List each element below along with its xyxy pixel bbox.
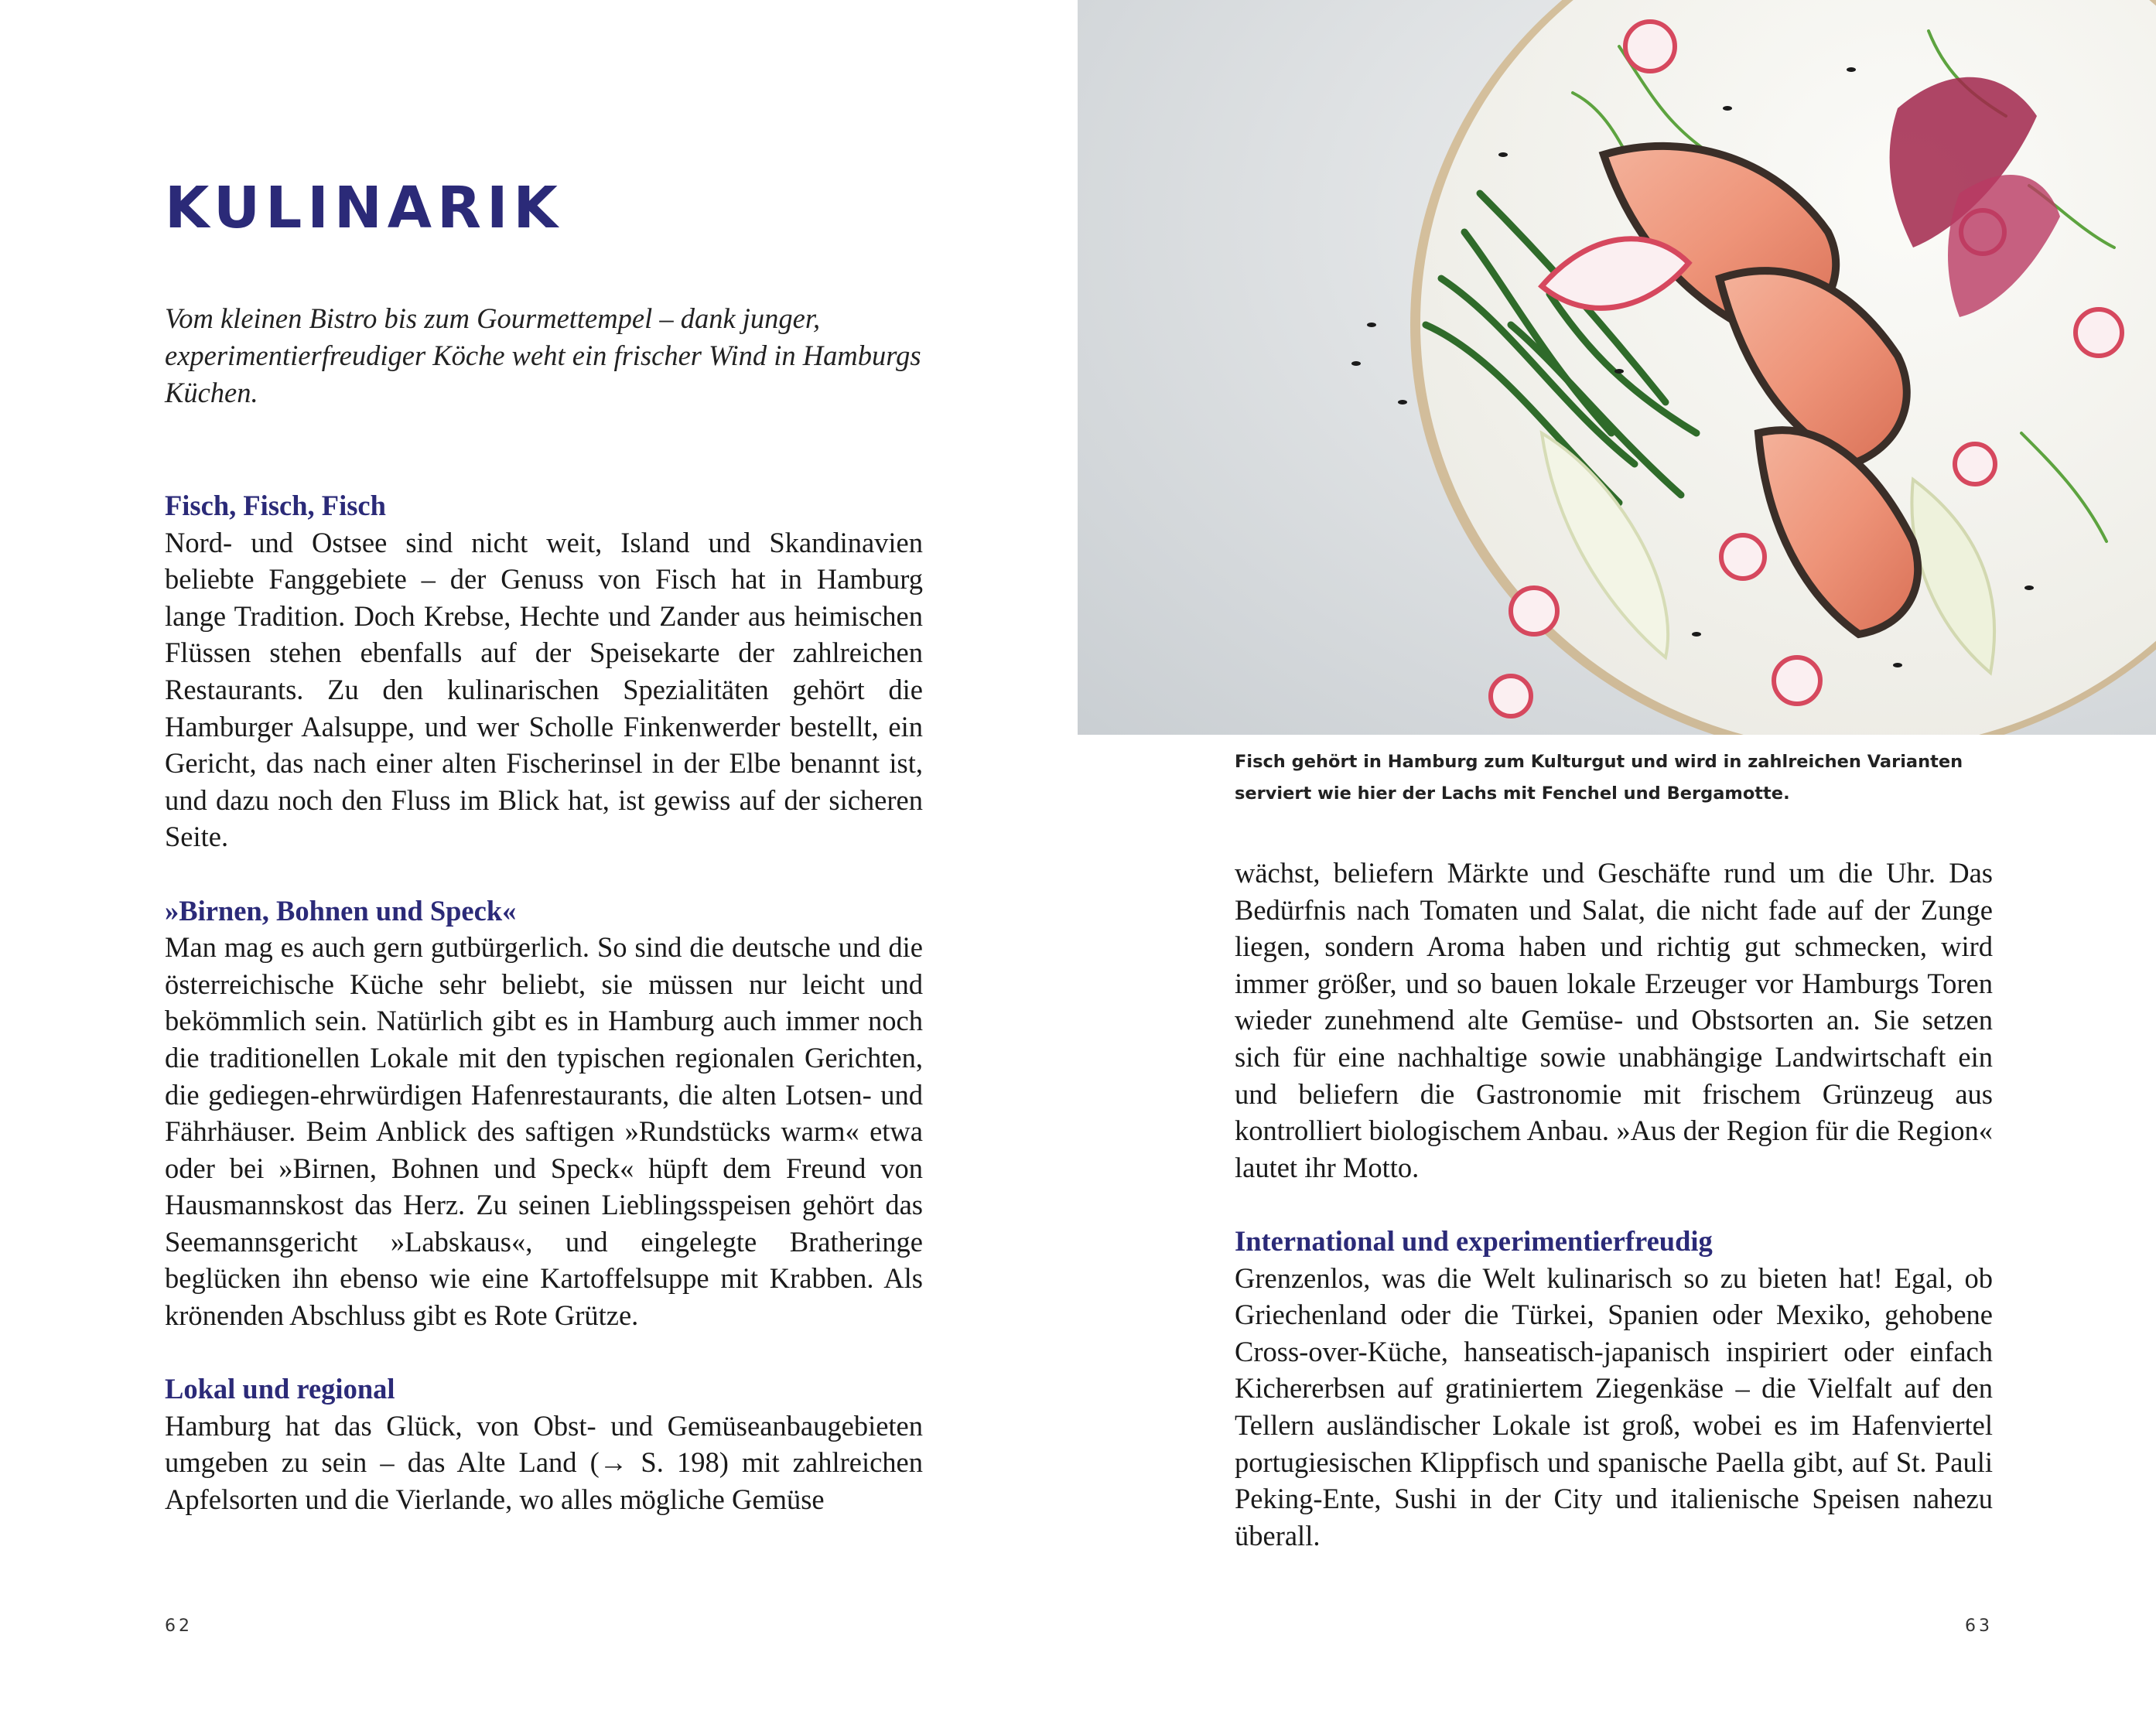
section-heading-fisch: Fisch, Fisch, Fisch <box>165 490 386 521</box>
left-text-column <box>165 487 923 1518</box>
lead-paragraph: Vom kleinen Bistro bis zum Gourmettempel – dank junger, experimentierfreudiger Köche weht ein frischer Wind in Hamburgs Küchen. <box>165 302 921 408</box>
photo-caption: Fisch gehört in Hamburg zum Kulturgut und wird in zahlreichen Varianten serviert wie hier der Lachs mit Fenchel und Bergamotte. <box>1235 752 1963 804</box>
page-title: KULINARIK <box>165 175 563 241</box>
section-body-birnen: Man mag es auch gern gutbürgerlich. So sind die deutsche und die österreichische Küche sehr beliebt, sie müssen nur leicht und bekömmlich sein. Natürlich gibt es in Hamburg auch immer noch die traditionellen Lokale mit den typischen regionalen Gerichten, die gediegen-ehrwürdigen Hafenrestaurants, die alten Lotsen- und Fährhäuser. Beim Anblick des saftigen »Rundstücks warm« etwa oder bei »Birnen, Bohnen und Speck« hüpft dem Freund von Hausmannskost das Herz. Zu seinen Lieblingsspeisen gehört das Seemannsgericht »Labskaus«, und eingelegte Bratheringe beglücken ihn ebenso wie eine Kartoffelsuppe mit Krabben. Als krönenden Abschluss gibt es Rote Grütze. <box>165 931 923 1332</box>
page-number-right: 63 <box>1965 1616 1993 1636</box>
section-body-international: Grenzenlos, was die Welt kulinarisch so zu bieten hat! Egal, ob Griechenland oder die Türkei, Spanien oder Mexiko, gehobene Cross-over-Küche, hanseatisch-japanisch inspiriert oder einfach Kichererbsen auf gratiniertem Ziegenkäse – die Vielfalt auf den Tellern ausländischer Lokale ist groß, wobei es im Hafenviertel portugiesischen Klippfisch und spanische Paella gibt, auf St. Pauli Peking-Ente, Sushi in der City und italienische Speisen nahezu überall. <box>1235 1261 1993 1551</box>
continuation-paragraph: wächst, beliefern Märkte und Geschäfte rund um die Uhr. Das Bedürfnis nach Tomaten und Salat, die nicht fade auf der Zunge liegen, sondern Aroma haben und richtig gut schmecken, wird immer größer, und so bauen lokale Erzeuger vor Hamburgs Toren wieder zunehmend alte Gemüse- und Obstsorten an. Sie setzen sich für eine nachhaltige sowie unabhängige Landwirtschaft ein und beliefern die Gastronomie mit frischem Grünzeug aus kontrolliert biologischem Anbau. »Aus der Region für die Region« lautet ihr Motto. <box>1235 857 1993 1183</box>
salmon-dish-photo <box>1078 0 2156 735</box>
section-body-fisch: Nord- und Ostsee sind nicht weit, Island und Skandinavien beliebte Fanggebiete – der Genuss von Fisch hat in Hamburg lange Tradition. Doch Krebse, Hechte und Zander aus heimischen Flüssen stehen ebenfalls auf der Speisekarte der zahlreichen Restaurants. Zu den kulinarischen Spezialitäten gehört die Hamburger Aalsuppe, und wer Scholle Finkenwerder bestellt, ein Gericht, das nach einer alten Fischerinsel in der Elbe benannt ist, und dazu noch den Fluss im Blick hat, ist gewiss auf der sicheren Seite. <box>165 526 923 853</box>
section-heading-international: International und experimentierfreudig <box>1235 1224 1713 1257</box>
page-number-left: 62 <box>165 1616 193 1636</box>
section-body-lokal: Hamburg hat das Glück, von Obst- und Gemüseanbaugebieten umgeben zu sein – das Alte Land (→ S. 198) mit zahlreichen Apfelsorten und die Vierlande, wo alles mögliche Gemüse <box>165 1409 923 1516</box>
right-text-column <box>1235 855 1993 1554</box>
section-heading-lokal: Lokal und regional <box>165 1373 395 1405</box>
section-heading-birnen: »Birnen, Bohnen und Speck« <box>165 894 517 927</box>
